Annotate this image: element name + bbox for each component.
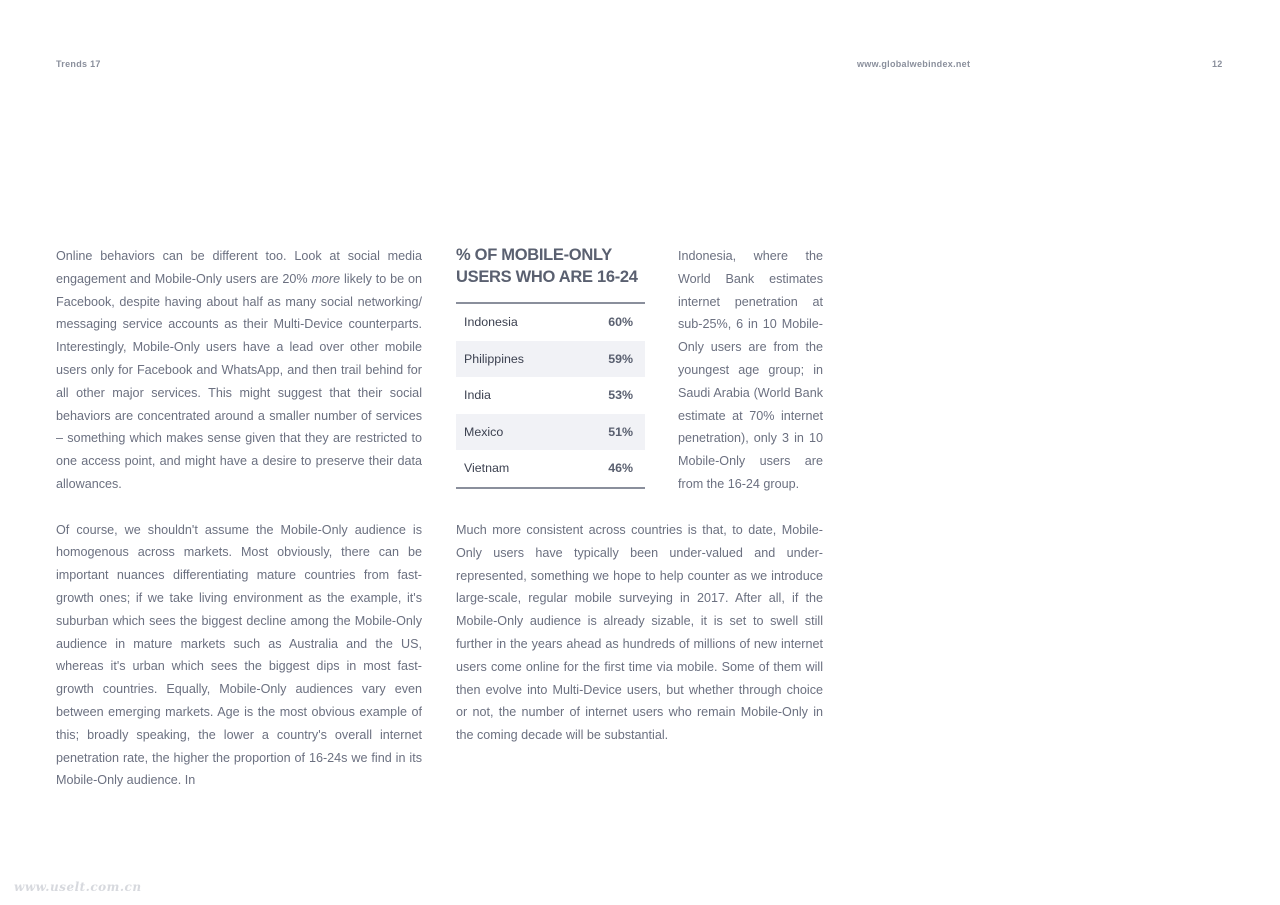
country-name: Indonesia (464, 315, 518, 330)
table-row (456, 414, 645, 451)
page-number: 12 (1212, 59, 1223, 69)
table-row (456, 304, 645, 341)
paragraph-text: Online behaviors can be different too. Look at social media engagement and Mobile-Only users are 20% (56, 249, 422, 286)
table-row (456, 377, 645, 414)
country-name: India (464, 388, 491, 403)
country-name: Philippines (456, 341, 579, 378)
body-column-right-narrow (678, 245, 823, 496)
paragraph-text: likely to be on Facebook, despite having about half as many social networking/ messaging service accounts as their Multi-Device counterparts. Interestingly, Mobile-Only users have a lead over other mobile users only for Facebook and WhatsApp, and then trail behind for all other major services. This might suggest that their social behaviors are concentrated around a smaller number of services – something which makes sense given that they are restricted to one access point, and might have a desire to preserve their data allowances. (56, 271, 422, 491)
table-row (456, 450, 645, 487)
emphasis-text: more (311, 271, 341, 286)
country-stats-table (456, 304, 645, 487)
percentage-value: 46% (608, 461, 633, 476)
watermark-text: www.uselt.com.cn (14, 880, 142, 894)
header-section-title: Trends 17 (56, 59, 101, 69)
percentage-value: 59% (579, 341, 645, 378)
body-column-middle (456, 519, 823, 747)
header-website-url: www.globalwebindex.net (857, 59, 971, 69)
table-row (456, 341, 645, 378)
paragraph-consistency: Much more consistent across countries is that, to date, Mobile-Only users have typically been under-valued and under-represented, something we hope to help counter as we introduce large-scale, regular mobile surveying in 2017. After all, if the Mobile-Only audience is already sizable, it is set to swell still further in the years ahead as hundreds of millions of new internet users come online for the first time via mobile. Some of them will then evolve into Multi-Device users, but whether through choice or not, the number of internet users who remain Mobile-Only in the coming decade will be substantial. (456, 523, 823, 743)
percentage-value: 51% (579, 414, 645, 451)
country-name: Mexico (456, 414, 579, 451)
stats-table-box (456, 244, 645, 489)
percentage-value: 53% (608, 388, 633, 403)
percentage-value: 60% (608, 315, 633, 330)
country-name: Vietnam (464, 461, 510, 476)
table-title: % OF MOBILE-ONLY USERS WHO ARE 16-24 (456, 244, 645, 304)
body-column-left (56, 245, 422, 792)
table-bottom-rule (456, 487, 645, 489)
paragraph-online-behaviors (56, 245, 422, 496)
paragraph-homogenous-markets: Of course, we shouldn't assume the Mobile-Only audience is homogenous across markets. Most obviously, there can be important nuances differentiating mature countries from fast-growth ones; if we take living environment as the example, it's suburban which sees the biggest decline among the Mobile-Only audience in mature markets such as Australia and the US, whereas it's urban which sees the biggest dips in most fast-growth countries. Equally, Mobile-Only audiences vary even between emerging markets. Age is the most obvious example of this; broadly speaking, the lower a country's overall internet penetration rate, the higher the proportion of 16-24s we find in its Mobile-Only audience. In (56, 522, 422, 788)
paragraph-indonesia: Indonesia, where the World Bank estimates internet penetration at sub-25%, 6 in 10 Mobile-Only users are from the youngest age group; in Saudi Arabia (World Bank estimate at 70% internet penetration), only 3 in 10 Mobile-Only users are from the 16-24 group. (678, 249, 823, 491)
